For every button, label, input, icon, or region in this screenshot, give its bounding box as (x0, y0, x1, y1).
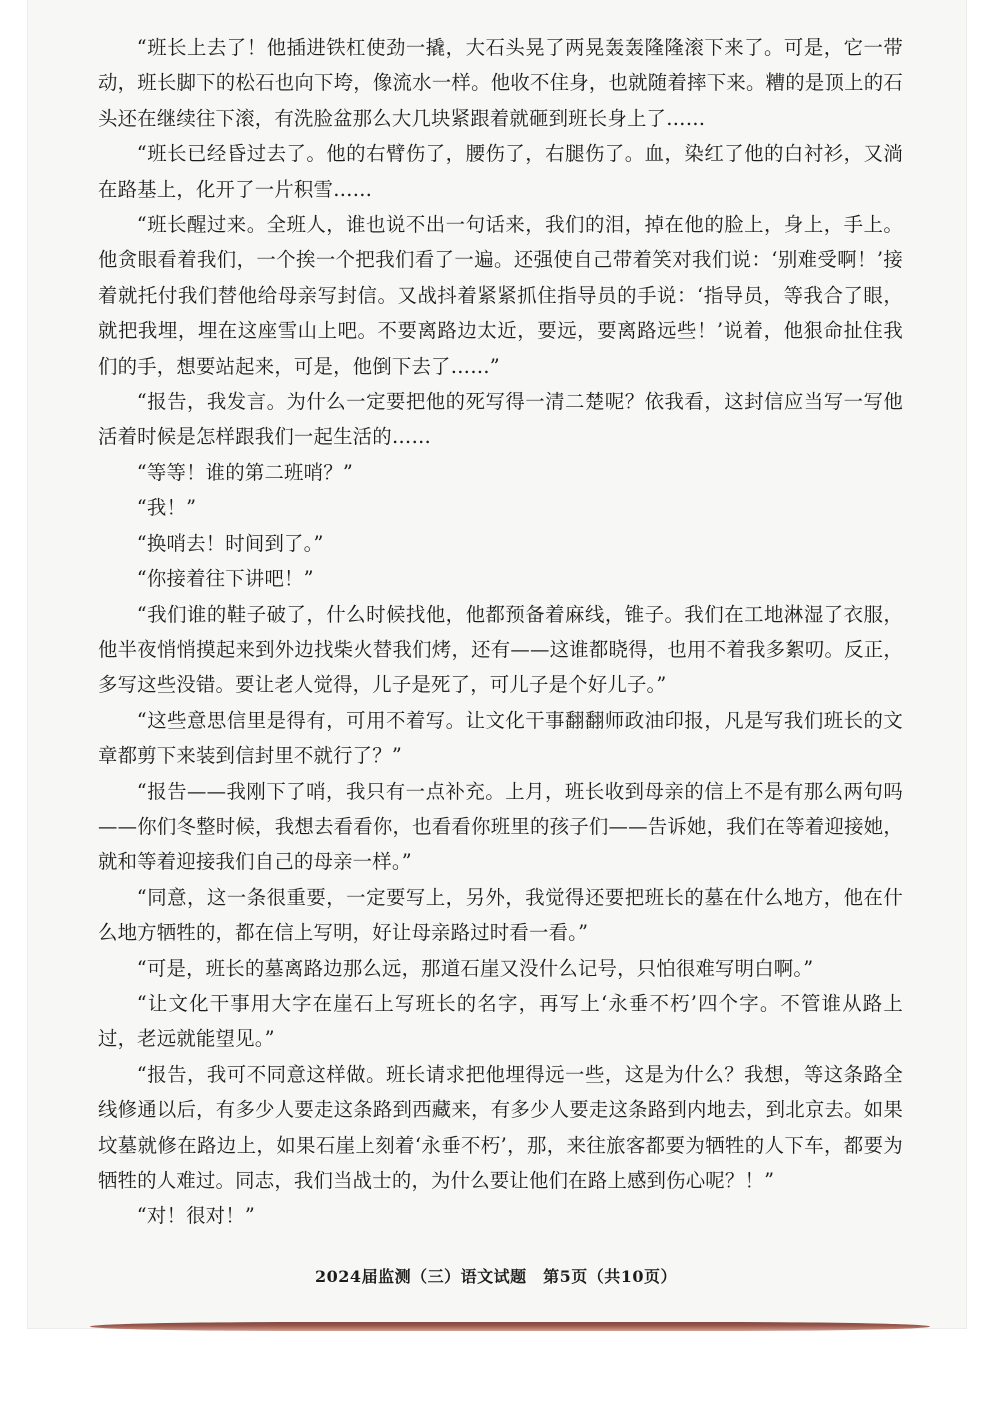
paragraph-4: “报告，我发言。为什么一定要把他的死写得一清二楚呢？依我看，这封信应当写一写他活着时候是怎样跟我们一起生活的…… (98, 390, 903, 449)
paragraph-1: “班长上去了！他插进铁杠使劲一撬，大石头晃了两晃轰轰隆隆滚下来了。可是，它一带动，班长脚下的松石也向下垮，像流水一样。他收不住身，也就随着摔下来。糟的是顶上的石头还在继续往下滚，有洗脸盆那么大几块紧跟着就砸到班长身上了…… (98, 36, 903, 130)
story-text (98, 30, 903, 1234)
paragraph-15: “报告，我可不同意这样做。班长请求把他埋得远一些，这是为什么？我想，等这条路全线修通以后，有多少人要走这条路到西藏来，有多少人要走这条路到内地去，到北京去。如果坟墓就修在路边上，如果石崖上刻着‘永垂不朽’，那，来往旅客都要为牺牲的人下车，都要为牺牲的人难过。同志，我们当战士的，为什么要让他们在路上感到伤心呢？！” (98, 1062, 903, 1192)
exam-page (28, 0, 966, 1328)
paragraph-13: “可是，班长的墓离路边那么远，那道石崖又没什么记号，只怕很难写明白啊。” (136, 956, 814, 980)
paragraph-3: “班长醒过来。全班人，谁也说不出一句话来，我们的泪，掉在他的脸上，身上，手上。他贪眼看着我们，一个挨一个把我们看了一遍。还强使自己带着笑对我们说：‘别难受啊！’接着就托付我们替他给母亲写封信。又战抖着紧紧抓住指导员的手说：‘指导员，等我合了眼，就把我埋，埋在这座雪山上吧。不要离路边太近，要远，要离路远些！’说着，他狠命扯住我们的手，想要站起来，可是，他倒下去了……” (98, 213, 903, 378)
paragraph-10: “这些意思信里是得有，可用不着写。让文化干事翻翻师政油印报，凡是写我们班长的文章都剪下来装到信封里不就行了？” (98, 708, 903, 768)
paragraph-14: “让文化干事用大字在崖石上写班长的名字，再写上‘永垂不朽’四个字。不管谁从路上过，老远就能望见。” (98, 991, 903, 1051)
paragraph-6: “我！” (136, 496, 197, 520)
paragraph-12: “同意，这一条很重要，一定要写上，另外，我觉得还要把班长的墓在什么地方，他在什么地方牺牲的，都在信上写明，好让母亲路过时看一看。” (98, 885, 903, 945)
paragraph-9: “我们谁的鞋子破了，什么时候找他，他都预备着麻线，锥子。我们在工地淋湿了衣服，他半夜悄悄摸起来到外边找柴火替我们烤，还有——这谁都晓得，也用不着我多絮叨。反正，多写这些没错。要让老人觉得，儿子是死了，可儿子是个好儿子。” (98, 602, 903, 697)
page-footer: 2024届监测（三）语文试题 第5页（共10页） (315, 1267, 677, 1286)
paragraph-11: “报告——我刚下了哨，我只有一点补充。上月，班长收到母亲的信上不是有那么两句吗——你们冬整时候，我想去看看你，也看看你班里的孩子们——告诉她，我们在等着迎接她，就和等着迎接我们自己的母亲一样。” (98, 779, 903, 874)
paragraph-16: “对！很对！” (136, 1204, 255, 1228)
paragraph-5: “等等！谁的第二班哨？” (136, 460, 353, 484)
paragraph-2: “班长已经昏过去了。他的右臂伤了，腰伤了，右腿伤了。血，染红了他的白衬衫，又淌在路基上，化开了一片积雪…… (98, 142, 903, 201)
page-edge-shadow (90, 1322, 930, 1331)
paragraph-7: “换哨去！时间到了。” (136, 531, 324, 555)
paragraph-8: “你接着往下讲吧！” (136, 567, 314, 591)
